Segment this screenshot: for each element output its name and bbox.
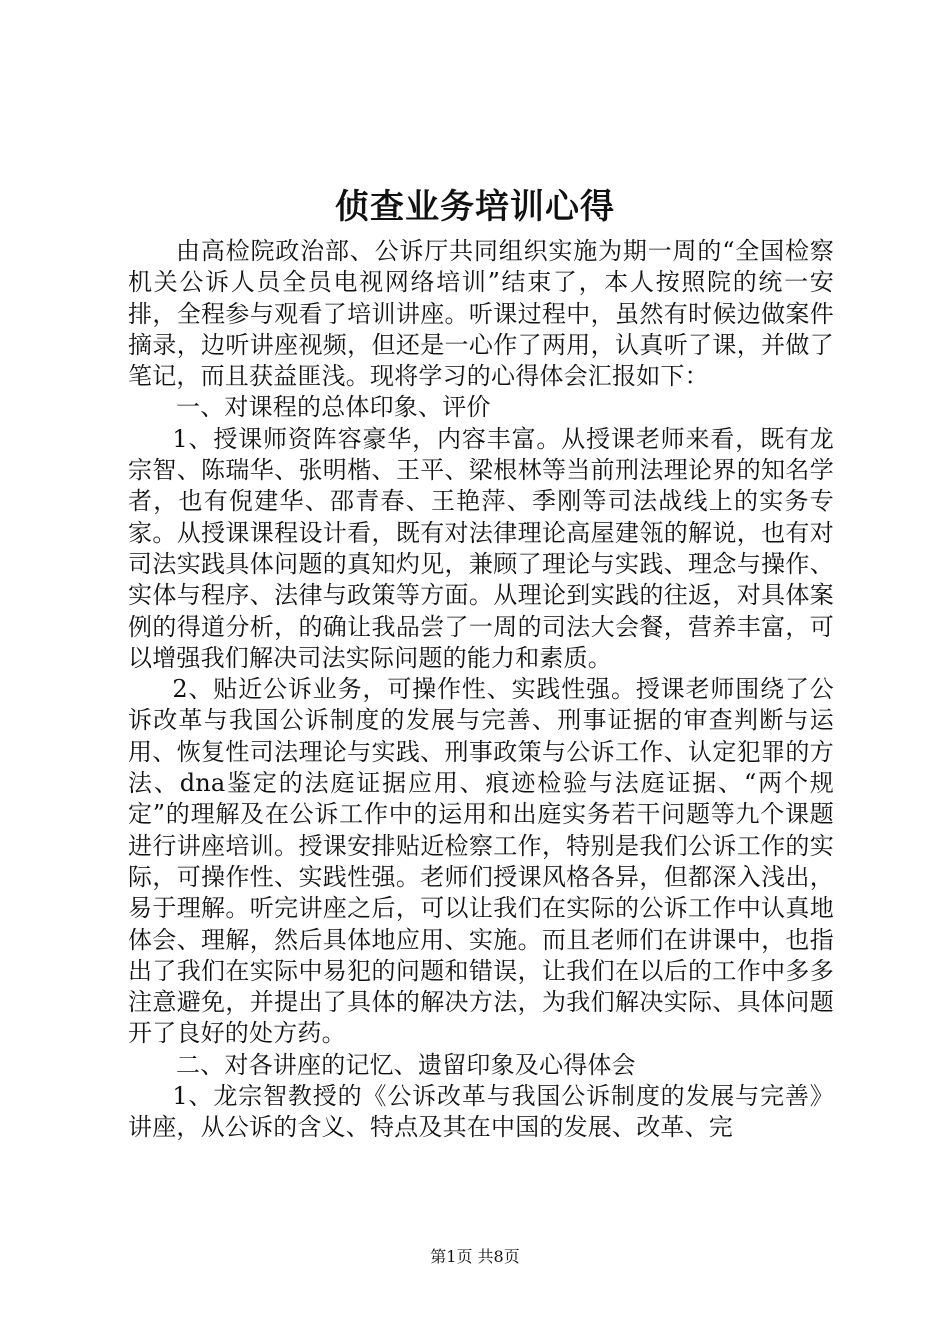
document-title: 侦查业务培训心得 [335,187,615,227]
paragraph-lecture-1: 1、龙宗智教授的《公诉改革与我国公诉制度的发展与完善》讲座，从公诉的含义、特点及其在中国的发展、改革、完 [128,1082,834,1142]
section-heading-2: 二、对各讲座的记忆、遗留印象及心得体会 [176,1050,636,1079]
paragraph-point-1: 1、授课师资阵容豪华，内容丰富。从授课老师来看，既有龙宗智、陈瑞华、张明楷、王平、梁根林等当前刑法理论界的知名学者，也有倪建华、邵青春、王艳萍、季刚等司法战线上的实务专家。从授课课程设计看，既有对法律理论高屋建瓴的解说，也有对司法实践具体问题的真知灼见，兼顾了理论与实践、理念与操作、实体与程序、法律与政策等方面。从理论到实践的往返，对具体案例的得道分析，的确让我品尝了一周的司法大会餐，营养丰富，可以增强我们解决司法实际问题的能力和素质。 [128,424,834,672]
paragraph-point-2: 2、贴近公诉业务，可操作性、实践性强。授课老师围绕了公诉改革与我国公诉制度的发展与完善、刑事证据的审查判断与运用、恢复性司法理论与实践、刑事政策与公诉工作、认定犯罪的方法、dna鉴定的法庭证据应用、痕迹检验与法庭证据、“两个规定”的理解及在公诉工作中的运用和出庭实务若干问题等九个课题进行讲座培训。授课安排贴近检察工作，特别是我们公诉工作的实际，可操作性、实践性强。老师们授课风格各异，但都深入浅出，易于理解。听完讲座之后，可以让我们在实际的公诉工作中认真地体会、理解，然后具体地应用、实施。而且老师们在讲课中，也指出了我们在实际中易犯的问题和错误，让我们在以后的工作中多多注意避免，并提出了具体的解决方法，为我们解决实际、具体问题开了良好的处方药。 [128,675,834,1048]
section-heading-1: 一、对课程的总体印象、评价 [176,393,491,422]
document-body [128,236,834,1144]
paragraph-intro: 由高检院政治部、公诉厅共同组织实施为期一周的“全国检察机关公诉人员全员电视网络培训”结束了，本人按照院的统一安排，全程参与观看了培训讲座。听课过程中，虽然有时候边做案件摘录，边听讲座视频，但还是一心作了两用，认真听了课，并做了笔记，而且获益匪浅。现将学习的心得体会汇报如下： [128,237,834,391]
page-footer: 第1页 共8页 [430,1247,520,1266]
